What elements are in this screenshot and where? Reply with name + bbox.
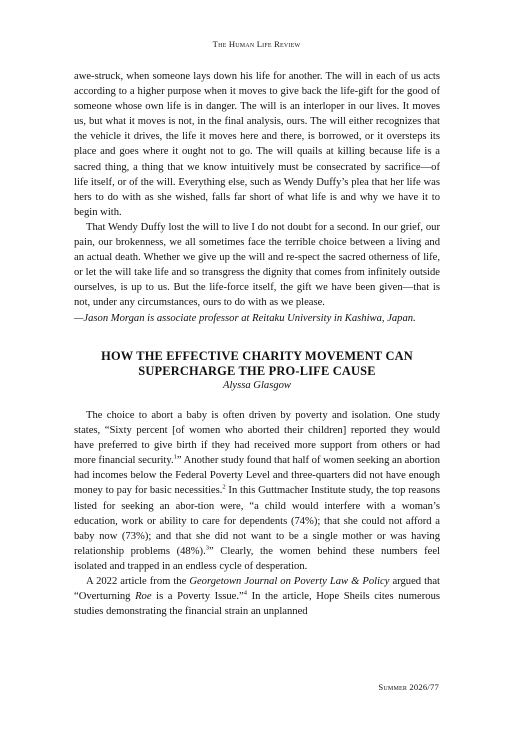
footnote-ref: 2 [222, 483, 226, 491]
article-title: HOW THE EFFECTIVE CHARITY MOVEMENT CAN SUPERCHARGE THE PRO-LIFE CAUSE [101, 349, 413, 378]
footnote-ref: 4 [243, 589, 247, 597]
text-run: The choice to abort a baby is often driven by poverty and isolation. One study states, “Sixty percent [of women who aborted their children] reported they would have preferred to give birth if they had received more support from others or had more financial security. [74, 410, 440, 467]
paragraph [74, 574, 440, 619]
journal-title: Georgetown Journal on Poverty Law & Policy [189, 576, 390, 588]
article-author: Alyssa Glasgow [223, 380, 291, 391]
text-run: In the article, Hope Sheils cites numerous studies demonstrating the financial strain an unplanned [74, 591, 440, 618]
text-run: A 2022 article from the [86, 576, 190, 588]
case-name: Roe [135, 591, 152, 603]
paragraph: That Wendy Duffy lost the will to live I do not doubt for a second. In our grief, our pain, our brokenness, we all sometimes face the terrible choice between a living and an actual death. Whether we give up the will and re-spect the sacred otherness of life, or let the will take life and so transgress the dignity that comes from infinitely outside ourselves, is up to us. But the life-force itself, the gift we have been given—that is not, under any circumstances, ours to do with as we please. [74, 221, 440, 309]
footnote-ref: 3 [205, 544, 209, 552]
text-run: argued that “Overturning [74, 576, 440, 603]
text-run: ” Another study found that half of women seeking an abortion had incomes below the Federal Poverty Level and three-quarters did not have enough money to pay for basic necessities. [74, 455, 440, 497]
previous-article-ending [74, 69, 440, 326]
running-head: The Human Life Review [212, 39, 301, 49]
page-folio: Summer 2026/77 [378, 682, 439, 692]
text-run: In this Guttmacher Institute study, the top reasons listed for seeking an abor-tion were, “a child would interfere with a woman’s education, work or ability to care for dependents (74%); that she could not afford a baby now (73%); and that she did not want to be a single mother or was having relationship problems (48%). [74, 485, 440, 557]
article-body [74, 408, 440, 619]
paragraph: awe-struck, when someone lays down his life for another. The will in each of us acts according to a higher purpose when it moves to give back the life-gift for the good of someone whose own life is in danger. The will is an interloper in our lives. It moves us, but what it moves is not, in the final analysis, ours. The will either recognizes that the vehicle it drives, the life it moves here and there, is borrowed, or it oversteps its place and goes where it ought not to go. The will quails at killing because life is a sacred thing, a thing that we know intuitively must be consecrated by sacrifice—of life itself, or of the will. Everything else, such as Wendy Duffy’s plea that her life was hers to do with as she wished, falls far short of what life is and why we have it to begin with. [74, 71, 440, 218]
text-run: is a Poverty Issue.” [151, 591, 244, 603]
footnote-ref: 1 [173, 453, 177, 461]
paragraph [74, 408, 440, 574]
author-signature: —Jason Morgan is associate professor at Reitaku University in Kashiwa, Japan. [74, 312, 416, 324]
text-run: ” Clearly, the women behind these numbers feel isolated and trapped in an endless cycle of desperation. [74, 545, 440, 572]
